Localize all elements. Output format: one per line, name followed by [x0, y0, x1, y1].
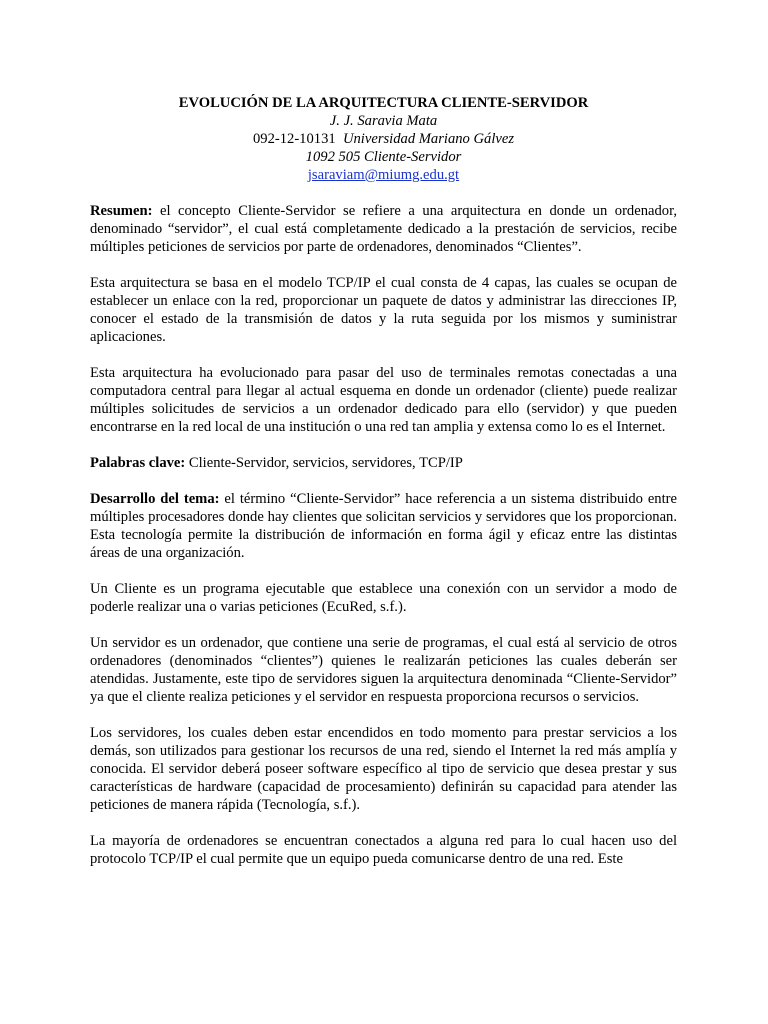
development-text: el término “Cliente-Servidor” hace referencia a un sistema distribuido entre múltiples procesadores donde hay clientes que solicitan servicios y servidores que los proporcionan. Esta tecnología permite la distribución de información en forma ágil y eficaz entre las distintas áreas de una organización. [90, 491, 677, 561]
keywords-text: Cliente-Servidor, servicios, servidores, TCP/IP [185, 455, 463, 471]
author-name: J. J. Saravia Mata [329, 113, 438, 129]
development-label: Desarrollo del tema: [90, 491, 220, 507]
student-id: 092-12-10131 [252, 131, 336, 147]
development-paragraph [90, 490, 677, 562]
affiliation-line [90, 130, 677, 148]
paragraph-server: Un servidor es un ordenador, que contiene una serie de programas, el cual está al servicio de otros ordenadores (denominados “clientes”) quienes le realizarán peticiones las cuales deberán ser atendidas. Justamente, este tipo de servidores siguen la arquitectura denominada “Cliente-Servidor” ya que el cliente realiza peticiones y el servidor en respuesta proporciona recursos o servicios. [90, 635, 677, 705]
abstract-label: Resumen: [90, 203, 153, 219]
document-header [90, 94, 677, 184]
document-title: EVOLUCIÓN DE LA ARQUITECTURA CLIENTE-SERVIDOR [178, 95, 589, 111]
keywords-paragraph [90, 454, 677, 472]
paragraph-last: La mayoría de ordenadores se encuentran conectados a alguna red para lo cual hacen uso del protocolo TCP/IP el cual permite que un equipo pueda comunicarse dentro de una red. Este [90, 833, 677, 867]
paragraph-client: Un Cliente es un programa ejecutable que establece una conexión con un servidor a modo de poderle realizar una o varias peticiones (EcuRed, s.f.). [90, 581, 677, 615]
keywords-label: Palabras clave: [90, 455, 186, 471]
course-name: 1092 505 Cliente-Servidor [305, 149, 462, 165]
abstract-text: el concepto Cliente-Servidor se refiere a una arquitectura en donde un ordenador, denominado “servidor”, el cual está completamente dedicado a la prestación de servicios, recibe múltiples peticiones de servicios por parte de ordenadores, denominados “Clientes”. [90, 203, 677, 255]
abstract-paragraph [90, 202, 677, 256]
paragraph-servers: Los servidores, los cuales deben estar encendidos en todo momento para prestar servicios a los demás, son utilizados para gestionar los recursos de una red, siendo el Internet la red más amplía y conocida. El servidor deberá poseer software específico al tipo de servicio que desea prestar y sus características de hardware (capacidad de procesamiento) definirán su capacidad para atender las peticiones de manera rápida (Tecnología, s.f.). [90, 725, 677, 813]
university-name: Universidad Mariano Gálvez [342, 131, 515, 147]
paragraph-evolution: Esta arquitectura ha evolucionado para pasar del uso de terminales remotas conectadas a una computadora central para llegar al actual esquema en donde un ordenador (cliente) puede realizar múltiples solicitudes de servicios a un ordenador dedicado para ello (servidor) y que pueden encontrarse en la red local de una institución o una red tan amplia y extensa como lo es el Internet. [90, 365, 677, 435]
email-link[interactable]: jsaraviam@miumg.edu.gt [307, 167, 460, 183]
paragraph-tcp: Esta arquitectura se basa en el modelo TCP/IP el cual consta de 4 capas, las cuales se ocupan de establecer un enlace con la red, proporcionar un paquete de datos y administrar las direcciones IP, conocer el estado de la transmisión de datos y la ruta seguida por los mismos y suministrar aplicaciones. [90, 275, 677, 345]
